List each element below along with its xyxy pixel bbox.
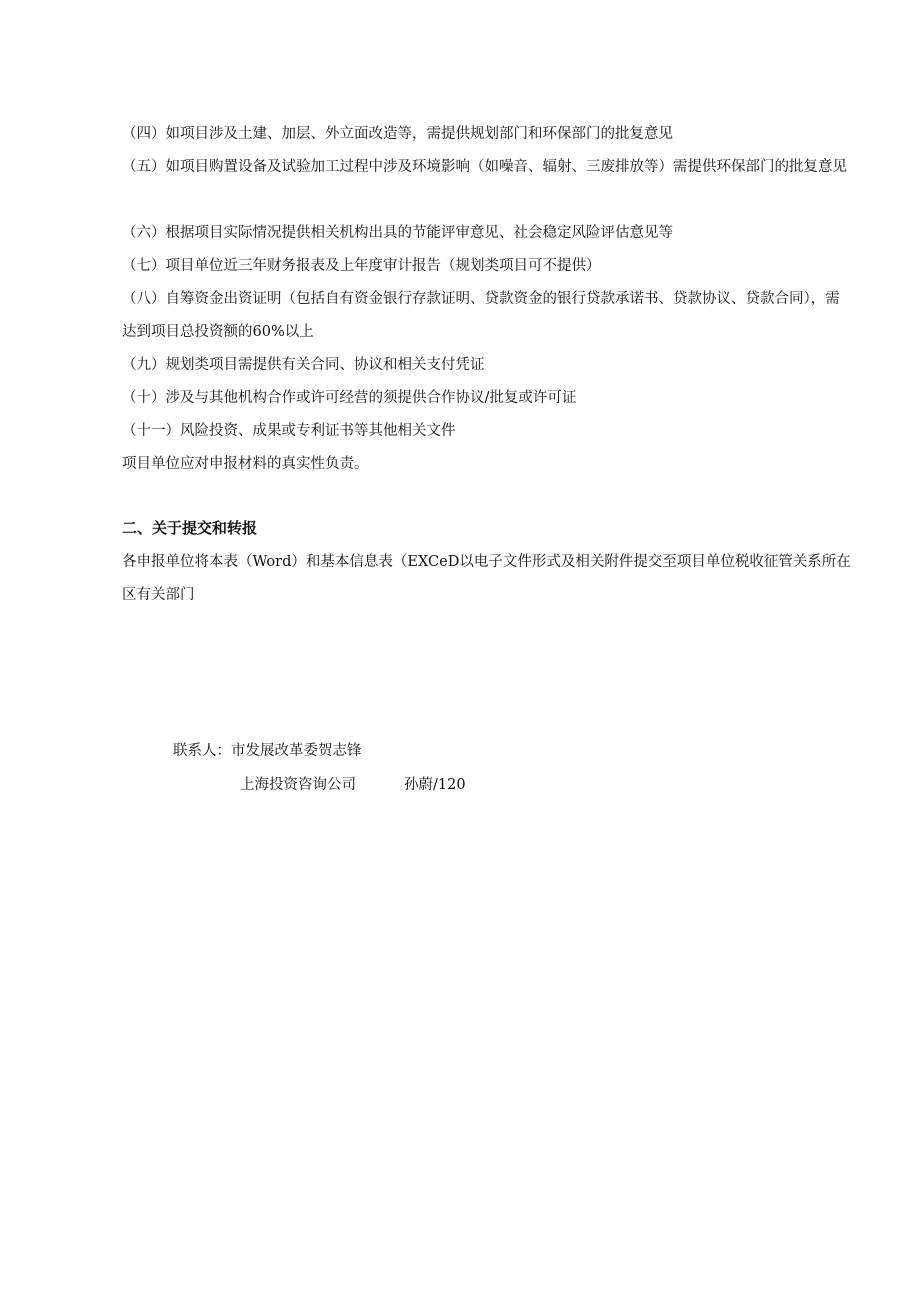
list-item-9: （九）规划类项目需提供有关合同、协议和相关支付凭证 xyxy=(122,357,485,373)
list-item-8: （八）自筹资金出资证明（包括自有资金银行存款证明、贷款资金的银行贷款承诺书、贷款协议、贷款合同），需达到项目总投资额的60%以上 xyxy=(122,291,840,340)
list-item-4: （四）如项目涉及土建、加层、外立面改造等，需提供规划部门和环保部门的批复意见 xyxy=(122,126,673,142)
list-item-10: （十）涉及与其他机构合作或许可经营的须提供合作协议/批复或许可证 xyxy=(122,390,577,406)
list-item-11: （十一）风险投资、成果或专利证书等其他相关文件 xyxy=(122,423,456,439)
contact-organization: 上海投资咨询公司 xyxy=(240,777,356,793)
contact-person: 联系人：市发展改革委贺志锋 xyxy=(173,743,362,759)
list-item-5: （五）如项目购置设备及试验加工过程中涉及环境影响（如噪音、辐射、三废排放等）需提供环保部门的批复意见 xyxy=(122,159,847,175)
section-2-body: 各申报单位将本表（Word）和基本信息表（EXCeD以电子文件形式及相关附件提交至项目单位税收征管关系所在区有关部门 xyxy=(122,554,851,603)
list-item-7: （七）项目单位近三年财务报表及上年度审计报告（规划类项目可不提供） xyxy=(122,258,601,274)
contact-name-extension: 孙蔚/120 xyxy=(404,777,466,793)
list-item-6: （六）根据项目实际情况提供相关机构出具的节能评审意见、社会稳定风险评估意见等 xyxy=(122,225,673,241)
responsibility-note: 项目单位应对申报材料的真实性负责。 xyxy=(122,456,369,472)
section-2-heading: 二、关于提交和转报 xyxy=(122,519,258,537)
